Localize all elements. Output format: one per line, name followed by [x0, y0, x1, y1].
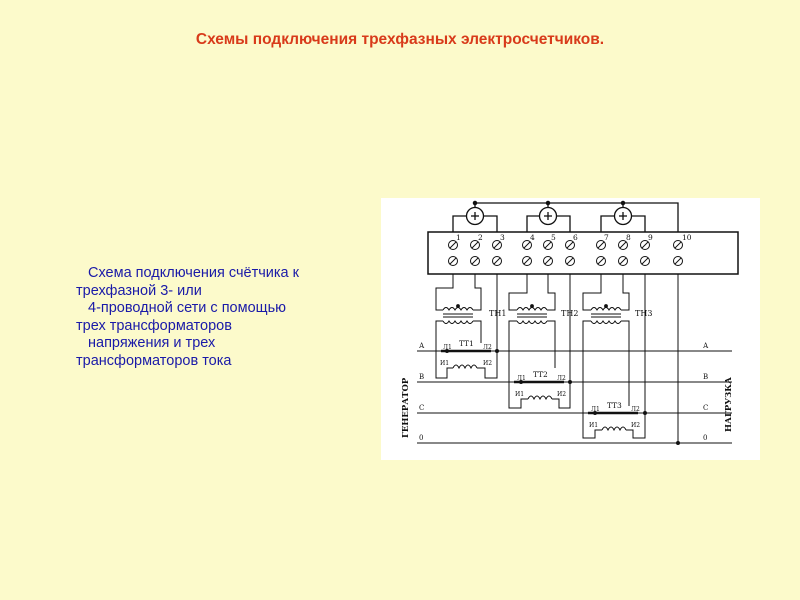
ct-terminal-label: Л2	[483, 344, 492, 351]
ct-terminal-label: Л1	[591, 406, 600, 413]
terminal-screw	[597, 241, 606, 266]
current-transformer-2	[509, 274, 570, 408]
caption-line: Схема подключения счётчика к	[88, 265, 299, 281]
caption-line: трансформаторов тока	[76, 352, 232, 369]
terminal-screws	[449, 241, 683, 266]
vt-label: ТН2	[561, 309, 579, 318]
vt-label: ТН1	[489, 309, 507, 318]
terminal-screw	[641, 241, 650, 266]
ct-label: ТТ2	[533, 370, 548, 379]
wiring-diagram	[381, 198, 760, 460]
caption-line: трехфазной 3- или	[76, 282, 202, 299]
vt-label: ТН3	[635, 309, 653, 318]
terminal-screw	[566, 241, 575, 266]
terminal-number: 1	[456, 233, 461, 242]
line-label-right: 0	[703, 434, 708, 442]
caption-line: трех трансформаторов	[76, 317, 232, 334]
ct-terminal-label: Л2	[557, 375, 566, 382]
line-label-right: С	[703, 404, 709, 412]
caption-line: напряжения и трех	[88, 335, 216, 351]
terminal-numbers	[456, 233, 692, 242]
terminal-number: 6	[573, 233, 578, 242]
terminal-number: 3	[500, 233, 505, 242]
ct-terminal-label: И1	[440, 360, 450, 367]
ct-terminal-label: Л2	[631, 406, 640, 413]
terminal-screw	[544, 241, 553, 266]
voltage-transformer-3	[583, 274, 629, 406]
terminal-screw	[674, 241, 683, 266]
ct-terminal-label: И1	[589, 422, 599, 429]
voltage-transformer-2	[509, 274, 555, 368]
terminal-number: 9	[648, 233, 653, 242]
load-label: НАГРУЗКА	[724, 377, 734, 432]
ct-terminal-label: И2	[631, 422, 641, 429]
line-label-left: С	[419, 404, 425, 412]
generator-label: ГЕНЕРАТОР	[401, 377, 411, 438]
ct-terminal-label: Л1	[517, 375, 526, 382]
terminal-number: 7	[604, 233, 609, 242]
ct-terminal-label: И1	[515, 391, 525, 398]
terminal-number: 2	[478, 233, 483, 242]
caption-line: 4-проводной сети с помощью	[88, 300, 287, 316]
terminal-screw	[523, 241, 532, 266]
terminal-screw	[449, 241, 458, 266]
terminal-screw	[493, 241, 502, 266]
diagram-labels	[401, 309, 734, 442]
terminal-screw	[619, 241, 628, 266]
slide-title: Схемы подключения трехфазных электросчетчиков.	[195, 31, 605, 48]
terminal-screw	[471, 241, 480, 266]
terminal-number: 10	[682, 233, 692, 242]
terminal-number: 8	[626, 233, 631, 242]
ct-label: ТТ3	[607, 401, 622, 410]
line-label-left: А	[419, 342, 425, 350]
line-label-left: 0	[419, 434, 424, 442]
terminal-number: 4	[530, 233, 535, 242]
ct-label: ТТ1	[459, 339, 474, 348]
line-label-right: А	[703, 342, 709, 350]
wiring-diagram-svg	[381, 198, 760, 460]
ct-terminal-label: И2	[557, 391, 567, 398]
voltage-transformer-1	[436, 274, 481, 343]
meter-elements	[453, 201, 678, 232]
current-transformers	[436, 274, 680, 445]
line-label-right: В	[703, 373, 709, 381]
slide-caption	[76, 265, 376, 370]
ct-terminal-label: Л1	[443, 344, 452, 351]
current-transformer-3	[583, 274, 645, 438]
ct-terminal-label: И2	[483, 360, 493, 367]
power-lines	[417, 351, 732, 443]
line-label-left: В	[419, 373, 425, 381]
terminal-number: 5	[551, 233, 556, 242]
